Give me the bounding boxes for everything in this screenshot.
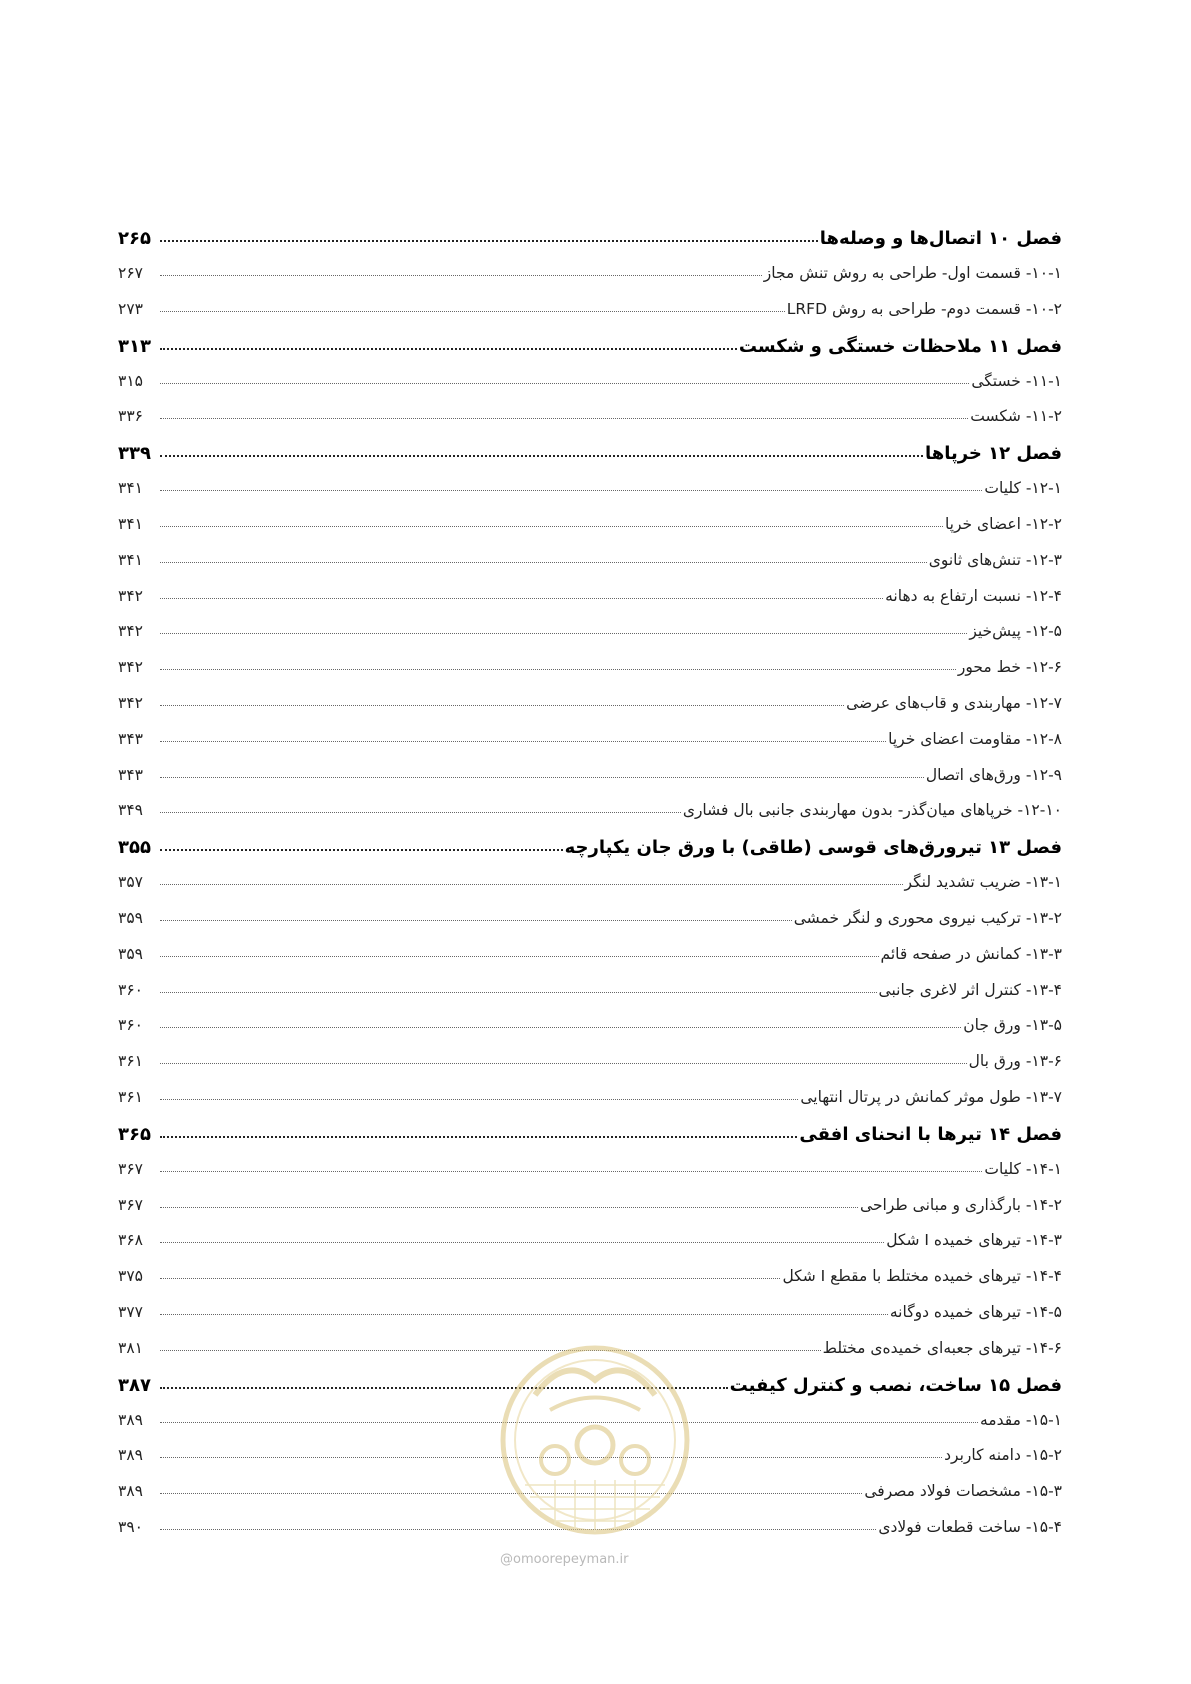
toc-entry-title: فصل ۱۰ اتصال‌ها و وصله‌ها <box>819 228 1062 249</box>
dot-leader <box>160 240 818 242</box>
toc-entry-title: ۱۱-۲- شکست <box>970 407 1062 426</box>
toc-chapter-row[interactable] <box>118 443 1062 479</box>
toc-section-row[interactable] <box>118 1446 1062 1482</box>
toc-entry-title: ۱۴-۳- تیرهای خمیده I شکل <box>886 1231 1062 1250</box>
toc-entry-title: ۱۳-۱- ضریب تشدید لنگر <box>904 873 1062 892</box>
toc-entry-title: ۱۵-۱- مقدمه <box>980 1410 1062 1429</box>
dot-leader <box>160 311 785 312</box>
dot-leader <box>160 1422 978 1423</box>
toc-section-row[interactable] <box>118 551 1062 587</box>
toc-section-row[interactable] <box>118 873 1062 909</box>
dot-leader <box>160 490 982 491</box>
toc-section-row[interactable] <box>118 1339 1062 1375</box>
toc-page-number: ۳۴۱ <box>118 514 143 533</box>
toc-page-number: ۳۵۵ <box>118 837 151 859</box>
toc-page-number: ۳۶۱ <box>118 1052 143 1071</box>
toc-page-number: ۳۴۲ <box>118 658 143 677</box>
toc-entry-title: ۱۵-۴- ساخت قطعات فولادی <box>878 1517 1062 1536</box>
toc-page-number: ۳۱۳ <box>118 335 151 357</box>
dot-leader <box>160 1242 884 1243</box>
dot-leader <box>160 1314 888 1315</box>
toc-entry-title: ۱۱-۱- خستگی <box>971 371 1062 390</box>
toc-section-row[interactable] <box>118 1016 1062 1052</box>
dot-leader <box>160 669 956 670</box>
watermark-url: @omoorepeyman.ir <box>500 1552 629 1567</box>
toc-entry-title: ۱۴-۴- تیرهای خمیده مختلط با مقطع I شکل <box>782 1267 1062 1286</box>
toc-section-row[interactable] <box>118 801 1062 837</box>
toc-section-row[interactable] <box>118 1411 1062 1447</box>
toc-entry-title: ۱۴-۲- بارگذاری و مبانی طراحی <box>860 1195 1062 1214</box>
toc-section-row[interactable] <box>118 1518 1062 1554</box>
toc-page-number: ۳۶۸ <box>118 1231 143 1250</box>
toc-entry-title: ۱۲-۴- نسبت ارتفاع به دهانه <box>885 586 1062 605</box>
dot-leader <box>160 920 792 921</box>
toc-section-row[interactable] <box>118 658 1062 694</box>
dot-leader <box>160 1278 780 1279</box>
toc-chapter-row[interactable] <box>118 837 1062 873</box>
toc-section-row[interactable] <box>118 909 1062 945</box>
toc-entry-title: ۱۳-۶- ورق بال <box>968 1052 1062 1071</box>
toc-entry-title: فصل ۱۲ خرپاها <box>924 443 1062 465</box>
toc-page-number: ۳۶۱ <box>118 1087 143 1106</box>
toc-page-number: ۳۸۱ <box>118 1338 143 1357</box>
toc-entry-title: ۱۲-۲- اعضای خرپا <box>944 514 1062 533</box>
toc-section-row[interactable] <box>118 407 1062 443</box>
toc-section-row[interactable] <box>118 694 1062 730</box>
dot-leader <box>160 526 943 527</box>
toc-section-row[interactable] <box>118 1160 1062 1196</box>
toc-entry-title: ۱۰-۲- قسمت دوم- طراحی به روش LRFD <box>786 299 1062 318</box>
dot-leader <box>160 275 762 276</box>
toc-entry-title: ۱۴-۶- تیرهای جعبه‌ای خمیده‌ی مختلط <box>822 1338 1062 1357</box>
toc-entry-title: ۱۲-۹- ورق‌های اتصال <box>925 765 1062 784</box>
dot-leader <box>160 741 886 742</box>
toc-page-number: ۲۷۳ <box>118 299 143 318</box>
dot-leader <box>160 1493 862 1494</box>
toc-section-row[interactable] <box>118 300 1062 336</box>
toc-page-number: ۳۸۹ <box>118 1410 143 1429</box>
toc-section-row[interactable] <box>118 1088 1062 1124</box>
dot-leader <box>160 1207 858 1208</box>
dot-leader <box>160 455 923 457</box>
dot-leader <box>160 562 927 563</box>
toc-page-number: ۲۶۵ <box>118 228 151 249</box>
toc-entry-title: ۱۰-۱- قسمت اول- طراحی به روش تنش مجاز <box>763 264 1062 282</box>
toc-page-number: ۳۴۲ <box>118 622 143 641</box>
toc-page-number: ۳۴۹ <box>118 801 143 820</box>
toc-chapter-row[interactable] <box>118 336 1062 372</box>
toc-entry-title: ۱۵-۳- مشخصات فولاد مصرفی <box>864 1482 1062 1501</box>
dot-leader <box>160 1529 876 1530</box>
dot-leader <box>160 1063 967 1064</box>
toc-entry-title: ۱۲-۶- خط محور <box>957 658 1062 677</box>
toc-section-row[interactable] <box>118 981 1062 1017</box>
toc-page-number: ۳۴۱ <box>118 550 143 569</box>
dot-leader <box>160 1387 728 1389</box>
toc-entry-title: ۱۲-۱- کلیات <box>984 479 1062 498</box>
toc-section-row[interactable] <box>118 479 1062 515</box>
dot-leader <box>160 1350 821 1351</box>
toc-entry-title: ۱۳-۴- کنترل اثر لاغری جانبی <box>878 980 1062 999</box>
dot-leader <box>160 705 844 706</box>
dot-leader <box>160 383 969 384</box>
toc-section-row[interactable] <box>118 372 1062 408</box>
toc-section-row[interactable] <box>118 264 1062 300</box>
toc-entry-title: ۱۳-۳- کمانش در صفحه قائم <box>880 944 1062 963</box>
toc-section-row[interactable] <box>118 622 1062 658</box>
toc-page-number: ۳۱۵ <box>118 371 143 390</box>
dot-leader <box>160 418 968 419</box>
dot-leader <box>160 1099 798 1100</box>
toc-page-number: ۳۶۰ <box>118 1016 143 1035</box>
toc-page-number: ۳۴۳ <box>118 729 143 748</box>
dot-leader <box>160 348 737 350</box>
toc-page-number: ۳۴۳ <box>118 765 143 784</box>
toc-entry-title: ۱۳-۵- ورق جان <box>963 1016 1062 1035</box>
toc-entry-title: ۱۴-۵- تیرهای خمیده دوگانه <box>889 1302 1062 1321</box>
toc-section-row[interactable] <box>118 587 1062 623</box>
dot-leader <box>160 777 924 778</box>
toc-section-row[interactable] <box>118 945 1062 981</box>
toc-page-number: ۳۸۷ <box>118 1374 151 1396</box>
dot-leader <box>160 884 903 885</box>
toc-page-number: ۳۵۷ <box>118 873 143 892</box>
toc-page-number: ۲۶۷ <box>118 264 143 282</box>
dot-leader <box>160 992 877 993</box>
toc-entry-title: فصل ۱۳ تیرورق‌های قوسی (طاقی) با ورق جان یکپارچه <box>564 837 1062 859</box>
dot-leader <box>160 598 883 599</box>
toc-entry-title: فصل ۱۵ ساخت، نصب و کنترل کیفیت <box>729 1374 1062 1396</box>
toc-section-row[interactable] <box>118 766 1062 802</box>
toc-entry-title: ۱۲-۳- تنش‌های ثانوی <box>928 550 1062 569</box>
dot-leader <box>160 1027 961 1028</box>
toc-section-row[interactable] <box>118 1196 1062 1232</box>
toc-page-number: ۳۳۶ <box>118 407 143 426</box>
toc-page-number: ۳۶۰ <box>118 980 143 999</box>
dot-leader <box>160 1171 982 1172</box>
toc-page-number: ۳۴۲ <box>118 586 143 605</box>
toc-entry-title: ۱۳-۷- طول موثر کمانش در پرتال انتهایی <box>800 1087 1062 1106</box>
toc-section-row[interactable] <box>118 1231 1062 1267</box>
toc-entry-title: ۱۲-۷- مهاربندی و قاب‌های عرضی <box>846 693 1062 712</box>
dot-leader <box>160 1136 797 1138</box>
toc-entry-title: ۱۵-۲- دامنه کاربرد <box>944 1446 1062 1465</box>
toc-page-number: ۳۶۷ <box>118 1159 143 1178</box>
toc-entry-title: ۱۲-۸- مقاومت اعضای خرپا <box>888 729 1062 748</box>
toc-entry-title: ۱۴-۱- کلیات <box>984 1159 1062 1178</box>
toc-page-number: ۳۷۵ <box>118 1267 143 1286</box>
toc-page-number: ۳۴۱ <box>118 479 143 498</box>
toc-page-number: ۳۴۲ <box>118 693 143 712</box>
toc-page-number: ۳۳۹ <box>118 443 151 465</box>
toc-section-row[interactable] <box>118 1303 1062 1339</box>
toc-entry-title: فصل ۱۱ ملاحظات خستگی و شکست <box>738 335 1062 357</box>
toc-section-row[interactable] <box>118 515 1062 551</box>
toc-entry-title: ۱۲-۱۰- خرپاهای میان‌گذر- بدون مهاربندی جانبی بال فشاری <box>682 801 1062 820</box>
toc-entry-title: فصل ۱۴ تیرها با انحنای افقی <box>799 1123 1062 1145</box>
toc-page-number: ۳۵۹ <box>118 944 143 963</box>
toc-section-row[interactable] <box>118 730 1062 766</box>
toc-entry-title: ۱۲-۵- پیش‌خیز <box>969 622 1062 641</box>
toc-chapter-row[interactable] <box>118 1375 1062 1411</box>
toc-page-number: ۳۸۹ <box>118 1446 143 1465</box>
dot-leader <box>160 849 563 851</box>
table-of-contents <box>118 228 1062 1554</box>
toc-chapter-row[interactable] <box>118 228 1062 264</box>
toc-section-row[interactable] <box>118 1052 1062 1088</box>
dot-leader <box>160 633 967 634</box>
toc-section-row[interactable] <box>118 1482 1062 1518</box>
toc-page-number: ۳۵۹ <box>118 908 143 927</box>
toc-page-number: ۳۸۹ <box>118 1482 143 1501</box>
toc-entry-title: ۱۳-۲- ترکیب نیروی محوری و لنگر خمشی <box>793 908 1062 927</box>
dot-leader <box>160 956 879 957</box>
toc-chapter-row[interactable] <box>118 1124 1062 1160</box>
toc-page-number: ۳۶۵ <box>118 1123 151 1145</box>
toc-page-number: ۳۶۷ <box>118 1195 143 1214</box>
dot-leader <box>160 1457 942 1458</box>
toc-page-number: ۳۷۷ <box>118 1302 143 1321</box>
toc-section-row[interactable] <box>118 1267 1062 1303</box>
dot-leader <box>160 812 681 813</box>
toc-page-number: ۳۹۰ <box>118 1517 143 1536</box>
